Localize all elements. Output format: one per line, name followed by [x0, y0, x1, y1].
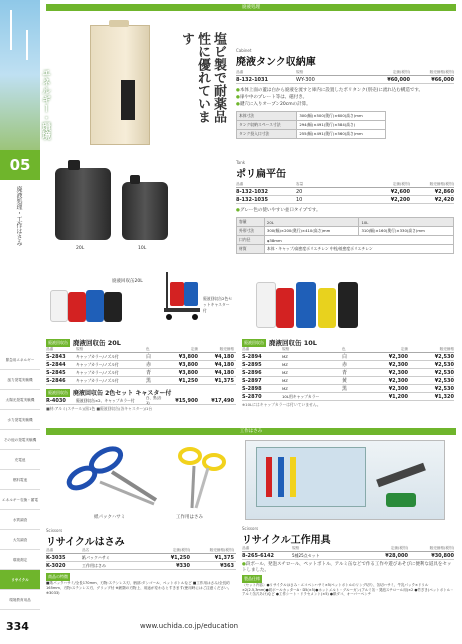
table-row: S-2845 キャップカラー/ノズル付 青 ¥3,800 ¥4,180 — [46, 369, 234, 376]
table-row: 8-265-6142 5種25点セット ¥28,000 ¥30,800 — [242, 552, 454, 559]
tank-name: ポリ扁平缶 — [236, 169, 286, 180]
collector-label: 廃液回収缶20L — [112, 279, 143, 284]
sidebar-item[interactable]: リサイクル — [0, 570, 40, 590]
sidebar-item[interactable]: 風力発電実験機 — [0, 370, 40, 390]
sidebar-item[interactable]: エネルギー変換・蓄電 — [0, 490, 40, 510]
table-row: S-2843 キャップカラー/ノズル付 白 ¥3,800 ¥4,180 — [46, 353, 234, 360]
cabinet-small-label: Cabinet — [236, 48, 252, 53]
bucket10-red — [276, 288, 294, 328]
bucket10-black — [338, 282, 358, 328]
page-number: 334 — [6, 620, 29, 633]
tank-table-header: 品番 容量 定価(税別) 販売価格(税別) — [236, 182, 454, 186]
table-row: S-2897 MZ 黄 ¥2,300 ¥2,530 — [242, 377, 454, 384]
cabinet-spec-table: 本体寸法 300(幅)×500(奥行)×600(高さ)mm タンク収納スペース寸法 294(幅)×491(奥行)×584(高さ) タンク投入口寸法 255(幅)×491(奥行)×560(高さ)mm — [236, 111, 386, 139]
collector20-table-header: 品番 規格 色 定価 販売価格 — [46, 347, 234, 351]
table-row: S-2898 MZ 黒 ¥2,300 ¥2,530 — [242, 385, 454, 392]
cabinet-block: Cabinet 廃液タンク収納庫 品番 規格 定価(税別) 販売価格(税別) 8-132-1031 WY-300 ¥60,000 ¥66,000 ●本体上面の蓋は白から廃液を流すと庫内に設置したポリタンク(別売)に流れ込む構造です。 ●扉や中のプレート等は、磁付き。 ●鍵穴に入りオープン20cmの計算。 本体寸法 300(幅)×500(奥行)×600(高さ)mm タンク収納スペース寸法 294(幅)×491(奥行)×584(高さ) タンク投入口寸法 255(幅)×491(奥行)×560(高さ)mm — [236, 48, 454, 139]
sidebar-item[interactable]: 水質調査 — [0, 510, 40, 530]
tank-20l-image — [55, 168, 111, 240]
sidebar-item[interactable]: 太陽光発電実験機 — [0, 390, 40, 410]
sidebar-item[interactable]: 環境教育用品 — [0, 590, 40, 610]
table-row: R-4030 廃液回収缶×2、キャップカラー付 白、黒(各1) ¥15,900 ¥17,490 — [46, 396, 234, 405]
sidebar-item[interactable]: 大気調査 — [0, 530, 40, 550]
sidebar-item[interactable]: 充電池 — [0, 450, 40, 470]
toolkit-block: Scissors リサイクル工作用具 品番 規格 定価(税別) 販売価格(税別) 8-265-6142 5種25点セット ¥28,000 ¥30,800 ●段ボール、発泡スチロール、ペットボトル、アルミ缶などで作る工作や遊びあそびに便利な道具をセットしました。 製品仕様 〈セット内容〉●リサイクルはさみ・エコペンハサミ×5/ペットボトルのリング切り、缶切ハサミ、牛乳パック×ドリル×2(2.5,3mm)●切ボールカッターA・D5(×5)●ホットメルト・グルーガン(アルミ缶・発泡スチロール用)×2 ●竹ぎき(ペットボトル・アルミ缶穴あけ)など ●工作シート・ドラセメント(×5) ●紙ダコ、オーバーペンチ — [242, 526, 454, 597]
sidebar — [0, 0, 50, 644]
toolkit-image — [245, 440, 445, 520]
table-row: 8-132-1031 WY-300 ¥60,000 ¥66,000 — [236, 76, 454, 83]
tank-small-label: Tank — [236, 160, 246, 165]
toolkit-name: リサイクル工作用具 — [242, 535, 331, 546]
table-row: S-2870 10L用キャップカラー ¥1,200 ¥1,320 — [242, 393, 454, 400]
table-row: 8-132-1035 10 ¥2,200 ¥2,420 — [236, 196, 454, 203]
table-row: S-2895 MZ 赤 ¥2,300 ¥2,530 — [242, 361, 454, 368]
cabinet-tagline: 塩ビ製で耐薬品性に優れています — [179, 32, 226, 123]
section-header-scissors: 工作はさみ — [46, 428, 456, 435]
scissors-name: リサイクルはさみ — [46, 537, 125, 548]
bucket-red — [68, 292, 86, 322]
collector10-table-header: 品番 規格 色 定価 販売価格 — [242, 347, 454, 351]
table-row: 8-132-1032 20 ¥2,600 ¥2,860 — [236, 188, 454, 195]
sidebar-title: エネルギー・環境 — [40, 68, 50, 140]
scissors-features: ■紙パックハサミ/全長170mm、刃物:ステンレス刃、柄部:ダンゴール、ペットボトルなど ■工作用はさみ/全長約165mm、刃物:ステンレス刃、グリップ付 ※鋏類の刃物上、用途が変わるとすきます(使用時にはご注意ください。※3033) — [46, 581, 232, 595]
cart-image — [160, 272, 200, 322]
sidebar-item[interactable]: 燃料電池 — [0, 470, 40, 490]
toolkit-table-header: 品番 規格 定価(税別) 販売価格(税別) — [242, 546, 454, 550]
bucket-blue — [86, 290, 104, 322]
bucket-white — [50, 290, 68, 322]
toolkit-set-text: 〈セット内容〉●リサイクルはさみ・エコペンハサミ×5/ペットボトルのリング切り、缶切ハサミ、牛乳パック×ドリル×2(2.5,3mm)●切ボールカッターA・D5(×5)●ホットメルト・グルーガン(アルミ缶・発泡スチロール用)×2 ●竹ぎき(ペットボトル・アルミ缶穴あけ)など ●工作シート・ドラセメント(×5) ●紙ダコ、オーバーペンチ — [242, 583, 454, 597]
cart-label: 廃液回収缶2色セットキャスター付 — [203, 296, 232, 313]
scissors-block: Scissors リサイクルはさみ 品番 品名 定価(税別) 販売価格(税別) K-3035 紙パックハサミ ¥1,250 ¥1,375 K-3020 工作用はさみ ¥330 ¥363 商品の特徴 ■紙パックハサミ/全長170mm、刃物:ステンレス刃、柄部:ダンゴール、ペットボトルなど ■工作用はさみ/全長約165mm、刃物:ステンレス刃、グリップ付 ※鋏類の刃物上、用途が変わるとすきます(使用時にはご注意ください。※3033) — [46, 528, 234, 595]
bucket10-yellow — [318, 288, 336, 328]
collector20-name: 廃液回収缶 20L — [73, 339, 121, 347]
scissors-label-a: 紙パックハサミ — [94, 515, 126, 520]
chapter-number: 05 — [0, 150, 40, 180]
bucket10-white — [256, 282, 276, 328]
tank-block: Tank ポリ扁平缶 品番 容量 定価(税別) 販売価格(税別) 8-132-1032 20 ¥2,600 ¥2,860 8-132-1035 10 ¥2,200 ¥2,420 ●グレー色の使いやすい並口タイプです。 容量 20L 10L 外形寸法 300(幅)×200(奥行)×410(高さ)mm 310(幅)×160(奥行)×330(高さ)mm 口内径 φ38mm 材質 本体・キャップ/高密度ポリエチレン 中栓/低密度ポリエチレン — [236, 160, 454, 254]
cabinet-table-header: 品番 規格 定価(税別) 販売価格(税別) — [236, 70, 454, 74]
tank-10l-image — [122, 182, 168, 240]
collector-set-name: 廃液回収缶 2色セット キャスター付 — [73, 390, 172, 397]
scissors-image — [60, 442, 230, 512]
collector10-name: 廃液回収缶 10L — [269, 339, 317, 347]
tank-spec-table: 容量 20L 10L 外形寸法 300(幅)×200(奥行)×410(高さ)mm 310(幅)×160(奥行)×330(高さ)mm 口内径 φ38mm 材質 本体・キャップ/高密度ポリエチレン 中栓/低密度ポリエチレン — [236, 217, 454, 254]
table-row: S-2846 キャップカラー/ノズル付 黒 ¥1,250 ¥1,375 — [46, 377, 234, 384]
footer-url: www.uchida.co.jp/education — [140, 622, 239, 630]
table-row: K-3020 工作用はさみ ¥330 ¥363 — [46, 562, 234, 569]
sidebar-nav — [0, 350, 40, 610]
table-row: S-2894 MZ 白 ¥2,300 ¥2,530 — [242, 353, 454, 360]
table-row: S-2896 MZ 青 ¥2,300 ¥2,530 — [242, 369, 454, 376]
sidebar-item[interactable]: 緊急用エネルギー — [0, 350, 40, 370]
table-row: K-3035 紙パックハサミ ¥1,250 ¥1,375 — [46, 554, 234, 561]
sidebar-item[interactable]: 環境測定 — [0, 550, 40, 570]
tank-10l-label: 10L — [138, 246, 147, 251]
scissors-label-b: 工作用はさみ — [176, 515, 203, 520]
scissors-table-header: 品番 品名 定価(税別) 販売価格(税別) — [46, 548, 234, 552]
collector10-block: 廃液回収缶 廃液回収缶 10L 品番 規格 色 定価 販売価格 S-2894 MZ 白 ¥2,300 ¥2,530 S-2895 MZ 赤 ¥2,300 ¥2,530 S-2896 MZ 青 ¥2,300 ¥2,530 S-2897 MZ 黄 ¥2,300 ¥2,530 S-2898 MZ 黒 ¥2,300 ¥2,530 S-2870 10L用キャップカラー ¥1,200 ¥1,320 ※10Lにはキャップカラーは付いていません。 — [242, 339, 454, 407]
tank-20l-label: 20L — [76, 246, 85, 251]
sidebar-item[interactable]: その他の発電実験機 — [0, 430, 40, 450]
bucket10-blue — [296, 282, 316, 328]
bucket-black — [104, 292, 122, 322]
section-header-waste: 廃液処理 — [46, 4, 456, 11]
chapter-subtitle: 廃液処理・工作はさみ — [15, 186, 22, 246]
cabinet-name: 廃液タンク収納庫 — [236, 57, 316, 68]
collector20-block: 廃液回収缶 廃液回収缶 20L 品番 規格 色 定価 販売価格 S-2843 キャップカラー/ノズル付 白 ¥3,800 ¥4,180 S-2844 キャップカラー/ノズル付 赤 ¥3,800 ¥4,180 S-2845 キャップカラー/ノズル付 青 ¥3,800 ¥4,180 S-2846 キャップカラー/ノズル付 黒 ¥1,250 ¥1,375 廃液回収缶 廃液回収缶 2色セット キャスター付 R-4030 廃液回収缶×2、キャップカラー付 白、黒(各1) ¥15,900 ¥17,490 ■材:アルミ(スチール)/黒1色 ■廃液回収缶(各キャスター)/1台 — [46, 339, 234, 411]
sidebar-item[interactable]: 水力発電実験機 — [0, 410, 40, 430]
cabinet-image — [90, 25, 150, 145]
table-row: S-2844 キャップカラー/ノズル付 赤 ¥3,800 ¥4,180 — [46, 361, 234, 368]
